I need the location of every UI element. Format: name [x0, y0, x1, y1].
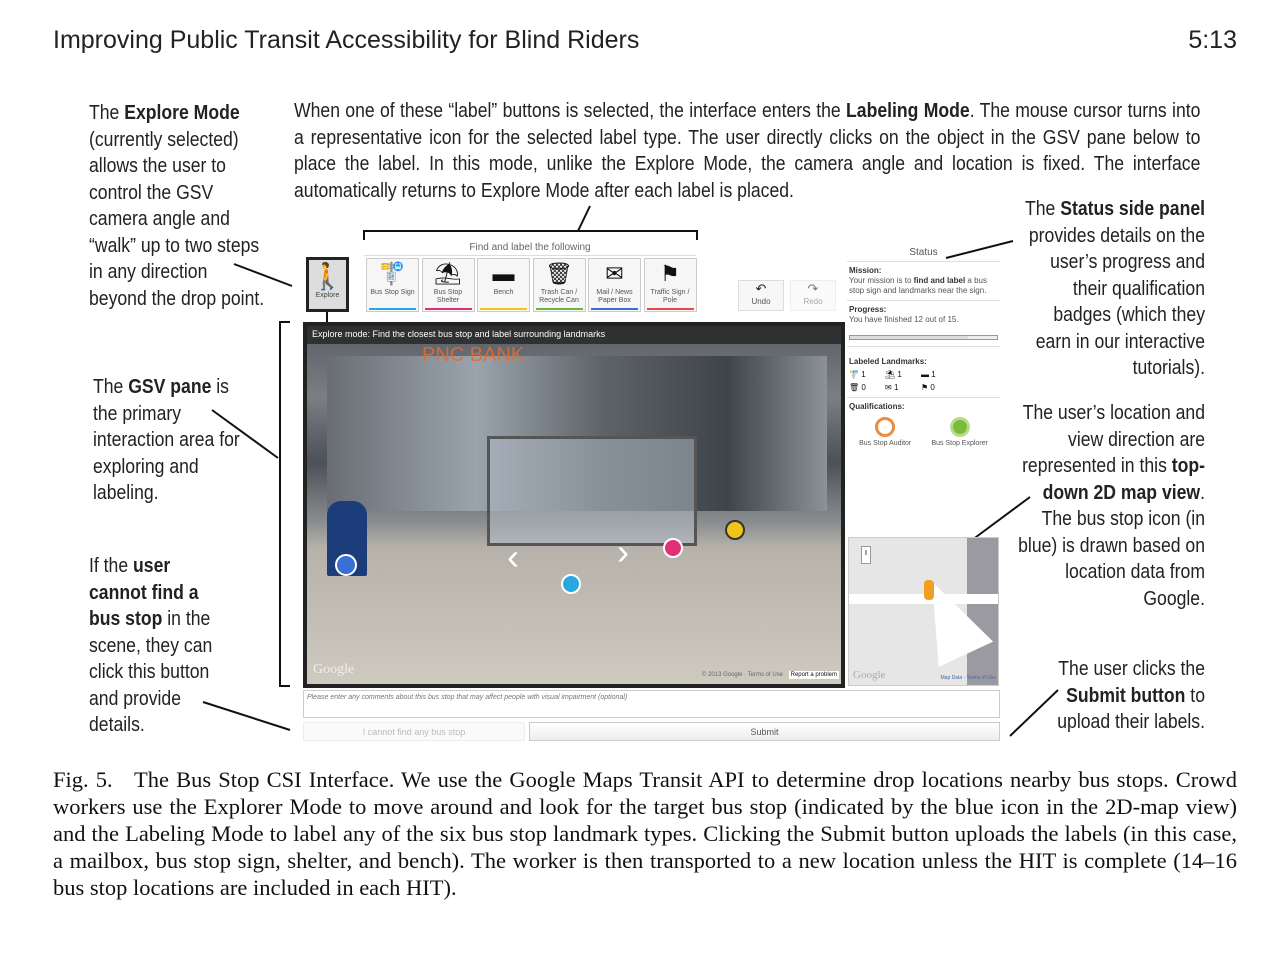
top-down-map[interactable]: [848, 537, 999, 686]
shelter-icon: ⛱: [434, 261, 462, 286]
qualifications-heading: Qualifications:: [849, 402, 905, 411]
submit-button[interactable]: Submit: [529, 722, 1000, 741]
tool-color-bar: [647, 308, 694, 310]
label-tool-bench[interactable]: [477, 258, 530, 312]
comment-textarea[interactable]: [303, 690, 1000, 718]
mailbox-icon: ✉: [605, 261, 624, 286]
label-tool-shelter[interactable]: [422, 258, 475, 312]
label-tool-traffic-sign[interactable]: [644, 258, 697, 312]
label-tool-mailbox[interactable]: [588, 258, 641, 312]
tool-label: Mail / News Paper Box: [596, 289, 633, 304]
landmark-icon: ⚑: [921, 383, 929, 392]
tool-label: Bench: [493, 289, 514, 296]
caption-text: The Bus Stop CSI Interface. We use the Google Maps Transit API to determine drop locations nearby bus stops. Crowd workers use the Explorer Mode to move around and look for the target bus stop (indicated by the blue icon in the 2D-map view) and the Labeling Mode to label any of the six bus stop landmark types. Clicking the Submit button uploads the labels (in this case, a mailbox, bus stop sign, shelter, and bench). The worker is then transported to a new location unless the HIT is complete (14–16 bus stop locations are included in each HIT).: [53, 767, 1237, 900]
label-tool-trash[interactable]: [533, 258, 586, 312]
bench-icon: ▬: [492, 261, 515, 286]
landmark-count: [885, 383, 921, 393]
landmark-count-value: 0: [861, 383, 866, 392]
traffic-sign-icon: ⚑: [660, 261, 680, 286]
landmark-count: [921, 383, 957, 393]
mission-text: Your mission is to: [849, 276, 914, 285]
mission-text-end: a bus stop sign and landmarks near the sign.: [849, 276, 987, 295]
tool-label: Bus Stop Shelter: [433, 289, 463, 304]
landmark-count-value: 0: [930, 383, 935, 392]
map-google-logo: Google: [853, 669, 886, 681]
report-problem-link[interactable]: Report a problem: [790, 672, 837, 678]
landmarks-section: [847, 347, 1000, 398]
map-data-link[interactable]: Map Data · Terms of Use: [940, 675, 996, 681]
toolbar-heading: Find and label the following: [364, 242, 696, 256]
landmark-icon: 🚏: [849, 370, 859, 379]
mailbox-label-marker[interactable]: [335, 554, 357, 576]
copyright-link[interactable]: © 2013 Google · Terms of Use: [701, 672, 783, 678]
badge-bus-stop-auditor: [859, 417, 911, 449]
bench-label-marker[interactable]: [725, 520, 745, 540]
redo-icon: ↷: [807, 281, 819, 296]
shelter-label-marker[interactable]: [663, 538, 683, 558]
navigate-left-arrow-icon[interactable]: ‹: [507, 536, 519, 577]
landmark-count: [885, 370, 921, 380]
store-sign: PNC BANK: [422, 344, 525, 366]
annotation-labeling: When one of these “label” buttons is selected, the interface enters the Labeling Mode. The mouse cursor turns into a representative icon for the selected label type. The user directly clicks on the object in the GSV pane below to place the label. In this mode, unlike the Explore Mode, the camera angle and location is fixed. The interface automatically returns to Explore Mode after each label is placed.: [294, 100, 1201, 202]
annotation-submit: The user clicks the Submit button to upload their labels.: [1057, 658, 1205, 733]
landmark-count: [921, 370, 957, 380]
explore-label: Explore: [315, 292, 340, 299]
landmark-icon: ⛱: [885, 370, 896, 379]
landmark-icon: 🗑: [849, 383, 860, 392]
badge-label: Bus Stop Explorer: [931, 440, 988, 447]
bus-shelter: [487, 436, 697, 546]
progress-text: You have finished 12 out of 15.: [849, 315, 959, 324]
annotation-gsv: The GSV pane is the primary interaction area for exploring and labeling.: [93, 376, 240, 504]
progress-section: [847, 301, 1000, 347]
explore-mode-button[interactable]: [306, 257, 349, 312]
bus-stop-sign-icon: 🚏: [378, 261, 407, 286]
landmark-count-value: 1: [897, 370, 902, 379]
cannot-find-bus-stop-button[interactable]: I cannot find any bus stop: [303, 722, 525, 741]
landmark-count: [849, 370, 885, 380]
mission-bold: find and label: [913, 276, 966, 285]
google-logo: Google: [313, 662, 355, 677]
mission-heading: Mission:: [849, 266, 882, 275]
landmark-count: [849, 383, 885, 393]
landmark-icon: ✉: [885, 383, 892, 392]
tool-color-bar: [369, 308, 416, 310]
bus-stop-sign-label-marker[interactable]: [561, 574, 581, 594]
navigate-right-arrow-icon[interactable]: ›: [617, 531, 629, 572]
tool-label: Bus Stop Sign: [370, 289, 415, 296]
landmark-icon: ▬: [921, 370, 929, 379]
badge-label: Bus Stop Auditor: [859, 440, 912, 447]
tool-color-bar: [536, 308, 583, 310]
qualifications-section: [847, 398, 1000, 453]
figure-label: Fig. 5.: [53, 767, 113, 792]
zoom-control[interactable]: ı: [861, 546, 871, 564]
page-number: 5:13: [1188, 26, 1237, 54]
gsv-pane[interactable]: [303, 322, 845, 688]
status-title: Status: [847, 245, 1000, 262]
running-title: Improving Public Transit Accessibility for Blind Riders: [53, 26, 640, 54]
redo-button[interactable]: [790, 280, 836, 311]
annotation-map: The user’s location and view direction are represented in this top-down 2D map view. The bus stop icon (in blue) is drawn based on location data from Google.: [1018, 402, 1205, 610]
annotation-explore: The Explore Mode (currently selected) allows the user to control the GSV camera angle and “walk” up to two steps in any direction beyond the drop point.: [89, 102, 265, 310]
tool-label: Trash Can / Recycle Can: [539, 289, 579, 304]
landmarks-heading: Labeled Landmarks:: [849, 357, 927, 366]
progress-heading: Progress:: [849, 305, 887, 314]
undo-label: Undo: [751, 297, 771, 306]
gsv-mode-banner: Explore mode: Find the closest bus stop and label surrounding landmarks: [307, 326, 841, 344]
landmark-count-value: 1: [861, 370, 866, 379]
undo-icon: ↶: [755, 281, 767, 296]
progress-bar-fill: [850, 336, 968, 339]
progress-bar: [849, 335, 998, 340]
tool-label: Traffic Sign / Pole: [650, 289, 690, 304]
auditor-badge-icon: [875, 417, 895, 437]
landmark-count-value: 1: [931, 370, 936, 379]
figure-caption: [53, 766, 1237, 901]
landmark-count-value: 1: [893, 383, 899, 392]
annotation-status: The Status side panel provides details on the user’s progress and their qualification badges (which they earn in our interactive tutorials).: [1025, 198, 1205, 379]
annotation-cannot-find: If the user cannot find a bus stop in the scene, they can click this button and provide details.: [89, 555, 213, 736]
tool-color-bar: [425, 308, 472, 310]
walking-person-icon: 🚶: [311, 261, 344, 291]
redo-label: Redo: [803, 297, 823, 306]
mission-section: [847, 262, 1000, 301]
pegman-icon: [924, 580, 934, 600]
badge-bus-stop-explorer: [931, 417, 987, 449]
explorer-badge-icon: [950, 417, 970, 437]
trash-icon: 🗑: [545, 261, 573, 286]
tool-color-bar: [480, 308, 527, 310]
status-panel: [847, 245, 1000, 453]
tool-color-bar: [591, 308, 638, 310]
undo-button[interactable]: [738, 280, 784, 311]
label-tool-bus-stop-sign[interactable]: [366, 258, 419, 312]
